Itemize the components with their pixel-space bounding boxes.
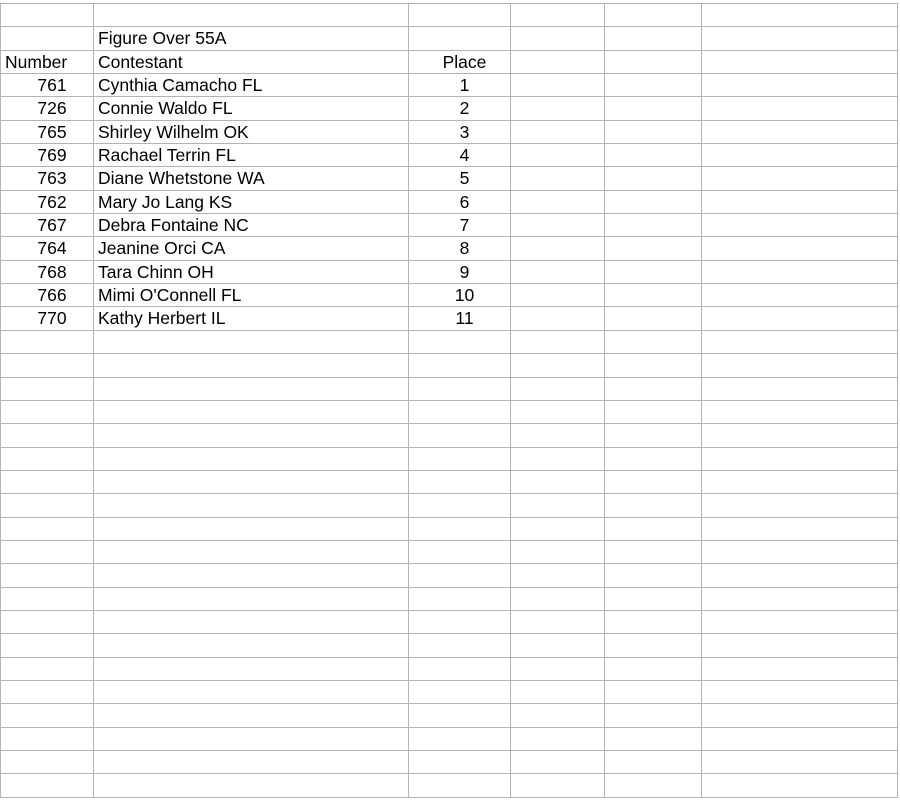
cell-contestant: Kathy Herbert IL [94, 307, 409, 330]
cell-empty [511, 611, 605, 634]
cell-empty [702, 494, 898, 517]
cell-empty [605, 751, 702, 774]
cell-empty [605, 307, 702, 330]
cell-empty [605, 237, 702, 260]
cell-empty [94, 378, 409, 401]
cell-empty [605, 774, 702, 797]
cell-empty [702, 728, 898, 751]
cell-empty [511, 97, 605, 120]
cell-number: 770 [1, 307, 94, 330]
cell-empty [511, 704, 605, 727]
cell-empty [605, 97, 702, 120]
cell-empty [1, 401, 94, 424]
cell-empty [409, 634, 511, 657]
cell-empty [702, 681, 898, 704]
cell-empty [511, 634, 605, 657]
cell-empty [605, 167, 702, 190]
cell-empty [511, 681, 605, 704]
cell-number: 763 [1, 167, 94, 190]
cell-empty [409, 704, 511, 727]
cell-empty [94, 751, 409, 774]
cell-empty [702, 144, 898, 167]
cell-empty [511, 728, 605, 751]
cell-number: 769 [1, 144, 94, 167]
header-contestant: Contestant [94, 51, 409, 74]
cell-empty [409, 424, 511, 447]
cell-empty [511, 261, 605, 284]
cell-empty [94, 728, 409, 751]
cell-empty [605, 214, 702, 237]
header-place: Place [409, 51, 511, 74]
cell-empty [605, 191, 702, 214]
cell-contestant: Shirley Wilhelm OK [94, 121, 409, 144]
cell-empty [94, 541, 409, 564]
cell-contestant: Connie Waldo FL [94, 97, 409, 120]
cell-place: 9 [409, 261, 511, 284]
cell-empty [702, 74, 898, 97]
cell-empty [702, 471, 898, 494]
cell-empty [94, 518, 409, 541]
spreadsheet-grid [0, 3, 898, 798]
cell-empty [94, 448, 409, 471]
cell-empty [511, 588, 605, 611]
sheet-title: Figure Over 55A [94, 27, 409, 50]
cell-empty [702, 634, 898, 657]
cell-empty [409, 448, 511, 471]
cell-empty [702, 261, 898, 284]
cell-number: 762 [1, 191, 94, 214]
cell-empty [511, 424, 605, 447]
cell-empty [605, 518, 702, 541]
cell-contestant: Diane Whetstone WA [94, 167, 409, 190]
cell-empty [1, 471, 94, 494]
cell-empty [409, 27, 511, 50]
cell-place: 8 [409, 237, 511, 260]
cell-empty [511, 237, 605, 260]
cell-empty [511, 564, 605, 587]
cell-empty [1, 588, 94, 611]
cell-place: 2 [409, 97, 511, 120]
cell-empty [702, 774, 898, 797]
cell-empty [1, 541, 94, 564]
cell-empty [94, 681, 409, 704]
cell-empty [94, 331, 409, 354]
cell-empty [605, 658, 702, 681]
cell-empty [605, 144, 702, 167]
cell-number: 761 [1, 74, 94, 97]
cell-empty [511, 658, 605, 681]
cell-empty [409, 4, 511, 27]
cell-place: 1 [409, 74, 511, 97]
cell-empty [511, 494, 605, 517]
cell-empty [605, 378, 702, 401]
cell-empty [94, 494, 409, 517]
cell-empty [605, 728, 702, 751]
cell-empty [511, 751, 605, 774]
cell-empty [511, 774, 605, 797]
cell-empty [409, 354, 511, 377]
cell-empty [702, 751, 898, 774]
cell-number: 767 [1, 214, 94, 237]
cell-place: 6 [409, 191, 511, 214]
cell-empty [605, 634, 702, 657]
cell-contestant: Mimi O'Connell FL [94, 284, 409, 307]
cell-empty [702, 284, 898, 307]
cell-empty [1, 4, 94, 27]
cell-place: 11 [409, 307, 511, 330]
cell-empty [1, 518, 94, 541]
cell-empty [94, 471, 409, 494]
cell-empty [702, 354, 898, 377]
cell-place: 5 [409, 167, 511, 190]
cell-empty [1, 378, 94, 401]
cell-contestant: Rachael Terrin FL [94, 144, 409, 167]
cell-empty [702, 401, 898, 424]
cell-number: 766 [1, 284, 94, 307]
cell-empty [605, 401, 702, 424]
cell-contestant: Tara Chinn OH [94, 261, 409, 284]
cell-empty [702, 611, 898, 634]
cell-empty [702, 564, 898, 587]
cell-empty [409, 728, 511, 751]
cell-empty [1, 494, 94, 517]
cell-empty [1, 448, 94, 471]
cell-empty [409, 588, 511, 611]
cell-empty [605, 564, 702, 587]
cell-empty [605, 121, 702, 144]
cell-empty [511, 74, 605, 97]
cell-empty [605, 284, 702, 307]
cell-empty [702, 51, 898, 74]
cell-number: 726 [1, 97, 94, 120]
cell-number: 764 [1, 237, 94, 260]
cell-empty [702, 424, 898, 447]
cell-empty [605, 448, 702, 471]
cell-empty [605, 494, 702, 517]
cell-empty [702, 331, 898, 354]
cell-empty [702, 191, 898, 214]
cell-empty [409, 564, 511, 587]
cell-empty [605, 588, 702, 611]
cell-empty [605, 541, 702, 564]
cell-empty [605, 611, 702, 634]
cell-contestant: Jeanine Orci CA [94, 237, 409, 260]
cell-empty [511, 214, 605, 237]
cell-empty [1, 751, 94, 774]
cell-empty [702, 588, 898, 611]
cell-empty [409, 681, 511, 704]
cell-empty [511, 354, 605, 377]
cell-empty [511, 121, 605, 144]
cell-empty [702, 237, 898, 260]
cell-empty [511, 331, 605, 354]
cell-empty [511, 144, 605, 167]
cell-empty [1, 564, 94, 587]
cell-empty [511, 401, 605, 424]
cell-empty [605, 424, 702, 447]
cell-empty [409, 751, 511, 774]
cell-empty [511, 4, 605, 27]
cell-empty [511, 448, 605, 471]
cell-empty [511, 27, 605, 50]
cell-empty [511, 191, 605, 214]
cell-empty [702, 27, 898, 50]
cell-empty [409, 471, 511, 494]
cell-empty [702, 658, 898, 681]
cell-empty [1, 658, 94, 681]
cell-empty [702, 541, 898, 564]
cell-empty [605, 74, 702, 97]
cell-empty [1, 27, 94, 50]
cell-empty [605, 51, 702, 74]
cell-empty [409, 378, 511, 401]
cell-empty [94, 424, 409, 447]
cell-empty [409, 494, 511, 517]
cell-place: 4 [409, 144, 511, 167]
cell-empty [702, 167, 898, 190]
cell-empty [511, 167, 605, 190]
cell-number: 768 [1, 261, 94, 284]
cell-empty [1, 774, 94, 797]
cell-empty [605, 261, 702, 284]
cell-empty [94, 401, 409, 424]
cell-empty [409, 518, 511, 541]
cell-empty [94, 634, 409, 657]
cell-empty [511, 307, 605, 330]
cell-empty [511, 284, 605, 307]
cell-empty [409, 611, 511, 634]
cell-empty [605, 331, 702, 354]
cell-empty [605, 681, 702, 704]
cell-empty [702, 704, 898, 727]
cell-place: 3 [409, 121, 511, 144]
cell-empty [94, 774, 409, 797]
cell-empty [409, 658, 511, 681]
cell-contestant: Cynthia Camacho FL [94, 74, 409, 97]
cell-empty [605, 354, 702, 377]
cell-empty [511, 541, 605, 564]
cell-empty [1, 331, 94, 354]
cell-empty [94, 4, 409, 27]
cell-empty [605, 471, 702, 494]
cell-place: 10 [409, 284, 511, 307]
cell-empty [1, 728, 94, 751]
cell-empty [702, 4, 898, 27]
cell-place: 7 [409, 214, 511, 237]
cell-empty [511, 518, 605, 541]
cell-contestant: Mary Jo Lang KS [94, 191, 409, 214]
cell-empty [511, 471, 605, 494]
cell-empty [94, 354, 409, 377]
cell-empty [605, 704, 702, 727]
cell-empty [1, 354, 94, 377]
cell-empty [94, 564, 409, 587]
cell-empty [702, 448, 898, 471]
cell-empty [409, 774, 511, 797]
cell-empty [511, 51, 605, 74]
cell-empty [94, 611, 409, 634]
header-number: Number [1, 51, 94, 74]
cell-empty [1, 704, 94, 727]
cell-empty [702, 214, 898, 237]
cell-empty [409, 331, 511, 354]
cell-empty [1, 634, 94, 657]
cell-empty [605, 27, 702, 50]
cell-empty [511, 378, 605, 401]
cell-empty [409, 401, 511, 424]
cell-empty [702, 518, 898, 541]
cell-empty [605, 4, 702, 27]
cell-empty [702, 97, 898, 120]
cell-empty [1, 681, 94, 704]
cell-empty [94, 704, 409, 727]
cell-contestant: Debra Fontaine NC [94, 214, 409, 237]
cell-empty [702, 121, 898, 144]
cell-empty [94, 588, 409, 611]
cell-empty [1, 424, 94, 447]
cell-empty [94, 658, 409, 681]
cell-number: 765 [1, 121, 94, 144]
cell-empty [409, 541, 511, 564]
cell-empty [702, 378, 898, 401]
cell-empty [702, 307, 898, 330]
cell-empty [1, 611, 94, 634]
